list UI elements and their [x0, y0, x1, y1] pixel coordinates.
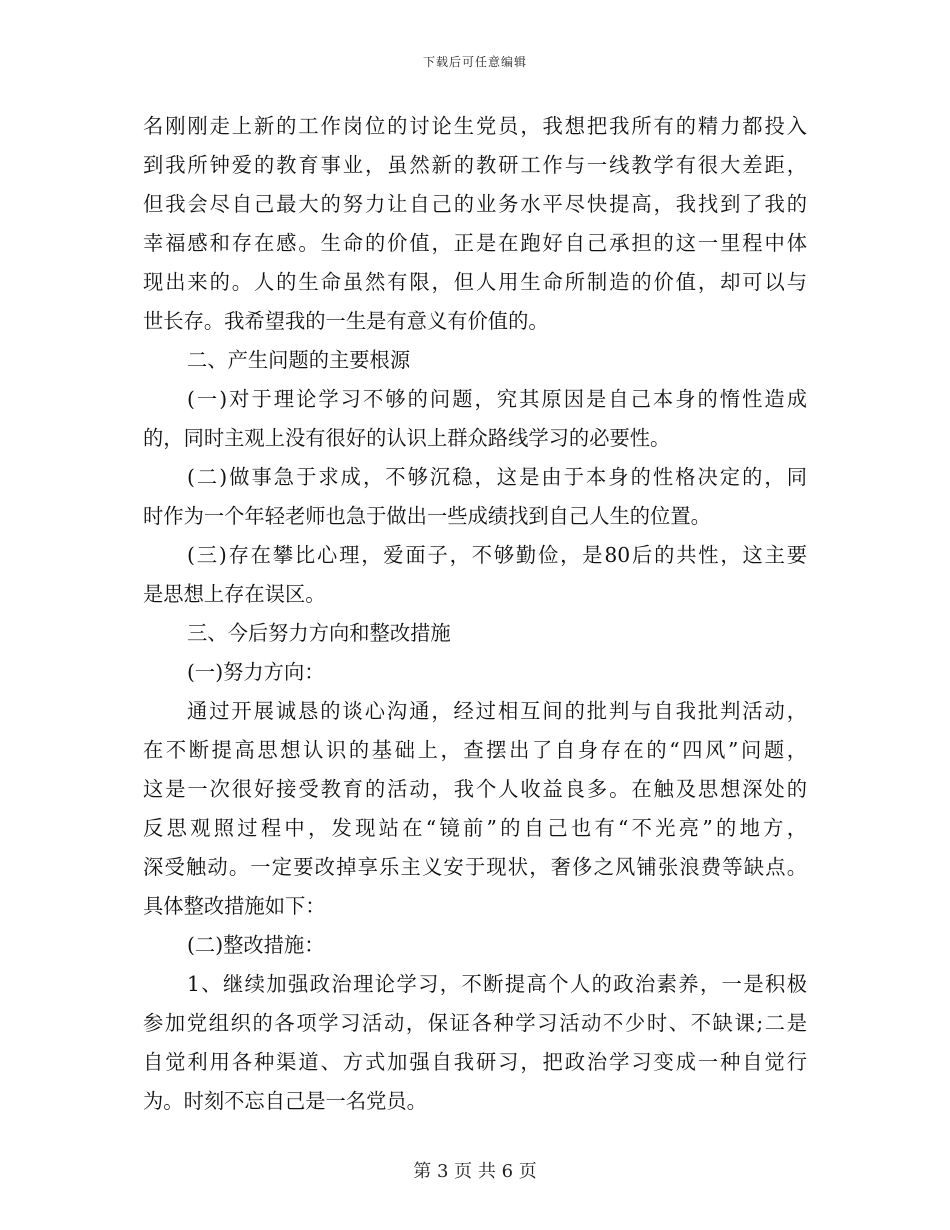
text-line: 自觉利用各种渠道、方式加强自我研习，把政治学习变成一种自觉行 — [143, 1050, 807, 1074]
page-header: 下载后可任意编辑 — [422, 55, 527, 69]
paragraph — [143, 458, 807, 536]
text-line: (一)对于理论学习不够的问题，究其原因是自己本身的惰性造成 — [187, 387, 807, 411]
text-line: 1、继续加强政治理论学习，不断提高个人的政治素养，一是积极 — [187, 972, 807, 996]
text-line: 在不断提高思想认识的基础上，查摆出了自身存在的“四风”问题， — [143, 738, 807, 762]
text-line: 现出来的。人的生命虽然有限，但人用生命所制造的价值，却可以与 — [143, 270, 807, 294]
paragraph — [143, 107, 807, 341]
text-line: 二、产生问题的主要根源 — [187, 348, 411, 372]
paragraph — [143, 614, 807, 653]
text-line: 参加党组织的各项学习活动，保证各种学习活动不少时、不缺课;二是 — [143, 1011, 807, 1035]
text-line: 通过开展诚恳的谈心沟通，经过相互间的批判与自我批判活动， — [187, 699, 807, 723]
text-line: 为。时刻不忘自己是一名党员。 — [143, 1089, 427, 1113]
paragraph — [143, 926, 807, 965]
text-line: 的，同时主观上没有很好的认识上群众路线学习的必要性。 — [143, 426, 671, 450]
page-footer: 第 3 页 共 6 页 — [413, 1161, 537, 1182]
text-line: (二)做事急于求成，不够沉稳，这是由于本身的性格决定的，同 — [187, 465, 807, 489]
text-line: (三)存在攀比心理，爱面子，不够勤俭，是80后的共性，这主要 — [187, 543, 807, 567]
text-line: 反思观照过程中，发现站在“镜前”的自己也有“不光亮”的地方， — [143, 816, 807, 840]
paragraph — [143, 692, 807, 926]
text-line: 三、今后努力方向和整改措施 — [187, 621, 451, 645]
text-line: 这是一次很好接受教育的活动，我个人收益良多。在触及思想深处的 — [143, 777, 807, 801]
paragraph — [143, 536, 807, 614]
paragraph — [143, 653, 807, 692]
text-line: 但我会尽自己最大的努力让自己的业务水平尽快提高，我找到了我的 — [143, 192, 807, 216]
paragraph — [143, 380, 807, 458]
text-line: 名刚刚走上新的工作岗位的讨论生党员，我想把我所有的精力都投入 — [143, 114, 807, 138]
paragraph — [143, 341, 807, 380]
document-body — [143, 107, 807, 1121]
text-line: 深受触动。一定要改掉享乐主义安于现状，奢侈之风铺张浪费等缺点。 — [143, 855, 807, 879]
text-line: (一)努力方向： — [187, 660, 325, 684]
text-line: 幸福感和存在感。生命的价值，正是在跑好自己承担的这一里程中体 — [143, 231, 807, 255]
text-line: (二)整改措施： — [187, 933, 325, 957]
text-line: 具体整改措施如下： — [143, 894, 326, 918]
text-line: 世长存。我希望我的一生是有意义有价值的。 — [143, 309, 549, 333]
text-line: 到我所钟爱的教育事业，虽然新的教研工作与一线教学有很大差距， — [143, 153, 807, 177]
text-line: 时作为一个年轻老师也急于做出一些成绩找到自己人生的位置。 — [143, 504, 711, 528]
text-line: 是思想上存在误区。 — [143, 582, 326, 606]
paragraph — [143, 965, 807, 1121]
